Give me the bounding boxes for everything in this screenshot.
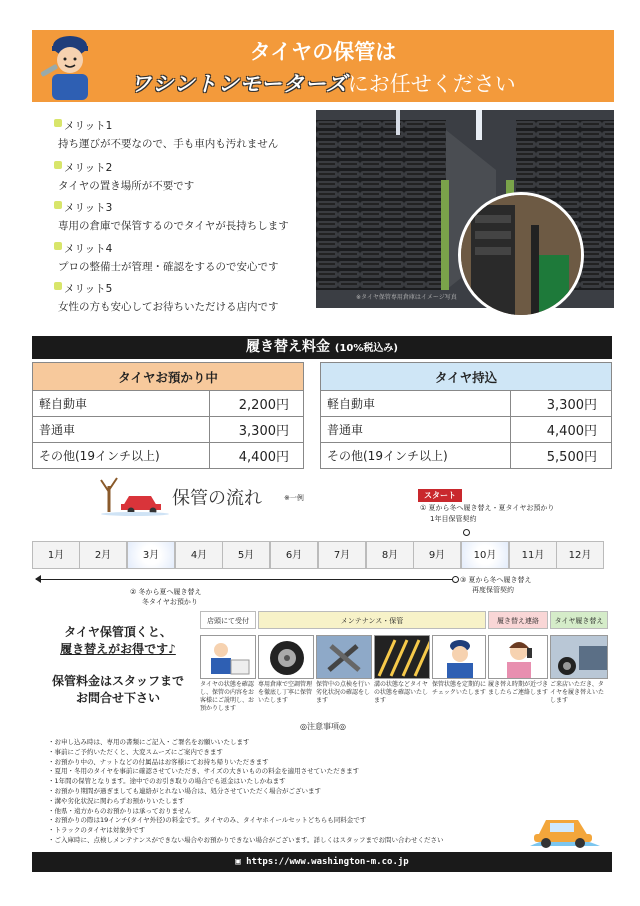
- merit-text: タイヤの置き場所が不要です: [58, 180, 195, 192]
- pricing-tax-note: (10%税込み): [334, 343, 398, 354]
- tire-icon: [259, 636, 314, 679]
- stage-reception-image: [200, 635, 256, 679]
- stage-caption: タイヤの状態を確認し、保管の内容をお客様にご説明し、お預かりします: [200, 681, 255, 712]
- car-service-icon: [551, 636, 608, 679]
- promo-line: お問合せ下さい: [75, 691, 160, 705]
- table-row: [321, 417, 612, 443]
- flow-step1: ① 夏から冬へ履き替え・夏タイヤお預かり: [420, 504, 555, 512]
- note-item: ・お預かり期間が過ぎましても連絡がとれない場合は、処分させていただく場合がございます: [48, 786, 321, 795]
- brand-name: ワシントンモーターズ: [130, 72, 348, 96]
- price-table-header: タイヤ持込: [321, 363, 612, 391]
- forklift-photo: [458, 192, 584, 318]
- flow-marker: [463, 529, 470, 536]
- tree-car-icon: [95, 472, 173, 516]
- vehicle-type: 軽自動車: [321, 391, 511, 417]
- merit-label: メリット2: [58, 160, 194, 175]
- note-item: ・1年間の保管となります。途中でのお引き取りの場合でも返金はいたしかねます: [48, 777, 286, 786]
- footer-url-link[interactable]: https://www.washington-m.co.jp: [246, 857, 409, 867]
- price-value: 4,400円: [510, 417, 611, 443]
- stage-caption: 保管中の点検を行い劣化状況の確認をします: [316, 681, 371, 704]
- merit-item: [58, 241, 279, 274]
- price-value: 4,400円: [209, 443, 303, 469]
- merit-text: 専用の倉庫で保管するのでタイヤが長持ちします: [58, 220, 289, 232]
- price-table-carry-in: [320, 362, 612, 469]
- note-item: ・他県・遠方からのお預かりは承っておりません: [48, 806, 191, 815]
- flow-step3: ③ 夏から冬へ履き替え: [460, 576, 532, 584]
- promo-line: 保管料金はスタッフまで: [51, 674, 184, 688]
- vehicle-type: 普通車: [321, 417, 511, 443]
- header-title-line2: [32, 68, 614, 98]
- car-splash-icon: [520, 806, 606, 850]
- tread-icon: [375, 636, 430, 679]
- stage-category-reception: 店頭にて受付: [200, 611, 256, 629]
- stage-category-change: タイヤ履き替え: [550, 611, 608, 629]
- stage-caption: ご来店いただき、タイヤを履き替えいたします: [550, 681, 605, 704]
- flow-step2-sub: 冬タイヤお預かり: [142, 598, 198, 606]
- flow-title: 保管の流れ: [172, 488, 262, 509]
- table-row: [33, 391, 304, 417]
- stage-contact-image: [488, 635, 548, 679]
- price-value: 3,300円: [209, 417, 303, 443]
- promo-text-2: [38, 672, 198, 706]
- note-item: ・お預かり中の、ナットなどの付属品はお客様にてお持ち帰りいただきます: [48, 757, 269, 766]
- header-title-suffix: にお任せください: [347, 72, 516, 96]
- price-value: 5,500円: [510, 443, 611, 469]
- clerk-icon: [201, 636, 256, 679]
- phone-woman-icon: [489, 636, 548, 679]
- photo-caption: ※タイヤ保管専用倉庫はイメージ写真: [356, 294, 457, 301]
- flow-marker: [452, 576, 459, 583]
- note-item: ・トラックのタイヤは対象外です: [48, 826, 146, 835]
- promo-text-1: [38, 623, 198, 657]
- month-cell: 11月: [509, 541, 557, 569]
- stage-caption: 専用倉庫で空調管理を徹底し丁寧に保管いたします: [258, 681, 313, 704]
- promo-line: タイヤ保管頂くと、: [64, 625, 172, 639]
- notes-list: [48, 738, 508, 846]
- note-item: ・お申し込み時は、専用の書類にご記入・ご署名をお願いいたします: [48, 738, 250, 746]
- note-item: ・お預かりの際は19インチ(タイヤ外径)の料金です。タイヤのみ、タイヤホイールセットどちらも同料金です: [48, 816, 367, 825]
- header-banner: [32, 30, 614, 102]
- table-row: [321, 443, 612, 469]
- header-title-line1: タイヤの保管は: [249, 40, 397, 64]
- merit-text: 持ち運びが不要なので、手も車内も汚れません: [58, 138, 279, 150]
- price-table-header: タイヤお預かり中: [33, 363, 304, 391]
- start-badge: スタート: [418, 489, 462, 502]
- merit-text: 女性の方も安心してお待ちいただける店内です: [58, 301, 279, 313]
- mechanic-mascot-icon: [38, 32, 102, 100]
- caution-title: ◎注意事項◎: [300, 722, 346, 731]
- merit-label: メリット4: [58, 241, 279, 256]
- note-item: ・溝や劣化状況に関わらずお預かりいたします: [48, 796, 185, 805]
- wrench-icon: [317, 636, 372, 679]
- note-item: ・夏用・冬用のタイヤを事前に確認させていただき、サイズの大きいものの料金を適用させていただきます: [48, 767, 360, 776]
- vehicle-type: 軽自動車: [33, 391, 210, 417]
- month-cell: 5月: [222, 541, 270, 569]
- merit-text: プロの整備士が管理・確認をするので安心です: [58, 261, 279, 273]
- price-value: 3,300円: [510, 391, 611, 417]
- merit-label: メリット5: [58, 281, 279, 296]
- month-cell: 9月: [413, 541, 461, 569]
- month-cell: 12月: [556, 541, 604, 569]
- price-value: 2,200円: [209, 391, 303, 417]
- flow-arrow: [36, 579, 454, 580]
- stage-check-image: [432, 635, 486, 679]
- vehicle-type: その他(19インチ以上): [321, 443, 511, 469]
- computer-icon: ▣: [235, 857, 241, 867]
- flow-step3-sub: 再度保管契約: [472, 586, 514, 594]
- mechanic-icon: [433, 636, 486, 679]
- month-cell: 8月: [366, 541, 414, 569]
- month-cell: 6月: [270, 541, 318, 569]
- stage-category-maintenance: メンテナンス・保管: [258, 611, 486, 629]
- month-cell: 2月: [79, 541, 127, 569]
- stage-inspection-image: [316, 635, 372, 679]
- pricing-title-band: [32, 336, 612, 359]
- month-timeline: [32, 541, 605, 569]
- pricing-title: 履き替え料金: [246, 339, 331, 355]
- table-row: [33, 443, 304, 469]
- merit-item: [58, 160, 194, 193]
- stage-caption: 溝の状態などタイヤの状態を確認いたします: [374, 681, 429, 704]
- merit-label: メリット3: [58, 200, 289, 215]
- flow-note: ※一例: [284, 494, 304, 502]
- stage-caption: 履き替え時期が近づきましたらご連絡します: [488, 681, 549, 696]
- stage-category-contact: 履き替え連絡: [488, 611, 548, 629]
- month-cell: 1月: [32, 541, 80, 569]
- merit-item: [58, 200, 289, 233]
- promo-line: 履き替えがお得です♪: [60, 642, 176, 656]
- note-item: ・事前にご予約いただくと、大変スムーズにご案内できます: [48, 747, 223, 756]
- table-row: [321, 391, 612, 417]
- merit-label: メリット1: [58, 118, 278, 133]
- vehicle-type: 普通車: [33, 417, 210, 443]
- forklift-illustration: [461, 195, 584, 318]
- stage-storage-image: [258, 635, 314, 679]
- note-item: ・ご入庫時に、点検しメンテナンスができない場合やお預かりできない場合がございます。詳しくはスタッフまでお問い合わせください: [48, 835, 444, 844]
- month-cell: 7月: [318, 541, 366, 569]
- stage-caption: 保管状態を定期的にチェックいたします: [432, 681, 487, 696]
- stage-tread-image: [374, 635, 430, 679]
- footer-bar: [32, 852, 612, 872]
- merit-item: [58, 118, 278, 151]
- vehicle-type: その他(19インチ以上): [33, 443, 210, 469]
- table-row: [33, 417, 304, 443]
- price-table-stored: [32, 362, 304, 469]
- stage-change-image: [550, 635, 608, 679]
- month-cell: 4月: [175, 541, 223, 569]
- merit-item: [58, 281, 279, 314]
- flow-step2: ② 冬から夏へ履き替え: [130, 588, 202, 596]
- month-cell: 10月: [461, 541, 509, 569]
- flow-step1-sub: 1年目保管契約: [430, 515, 477, 523]
- month-cell: 3月: [127, 541, 175, 569]
